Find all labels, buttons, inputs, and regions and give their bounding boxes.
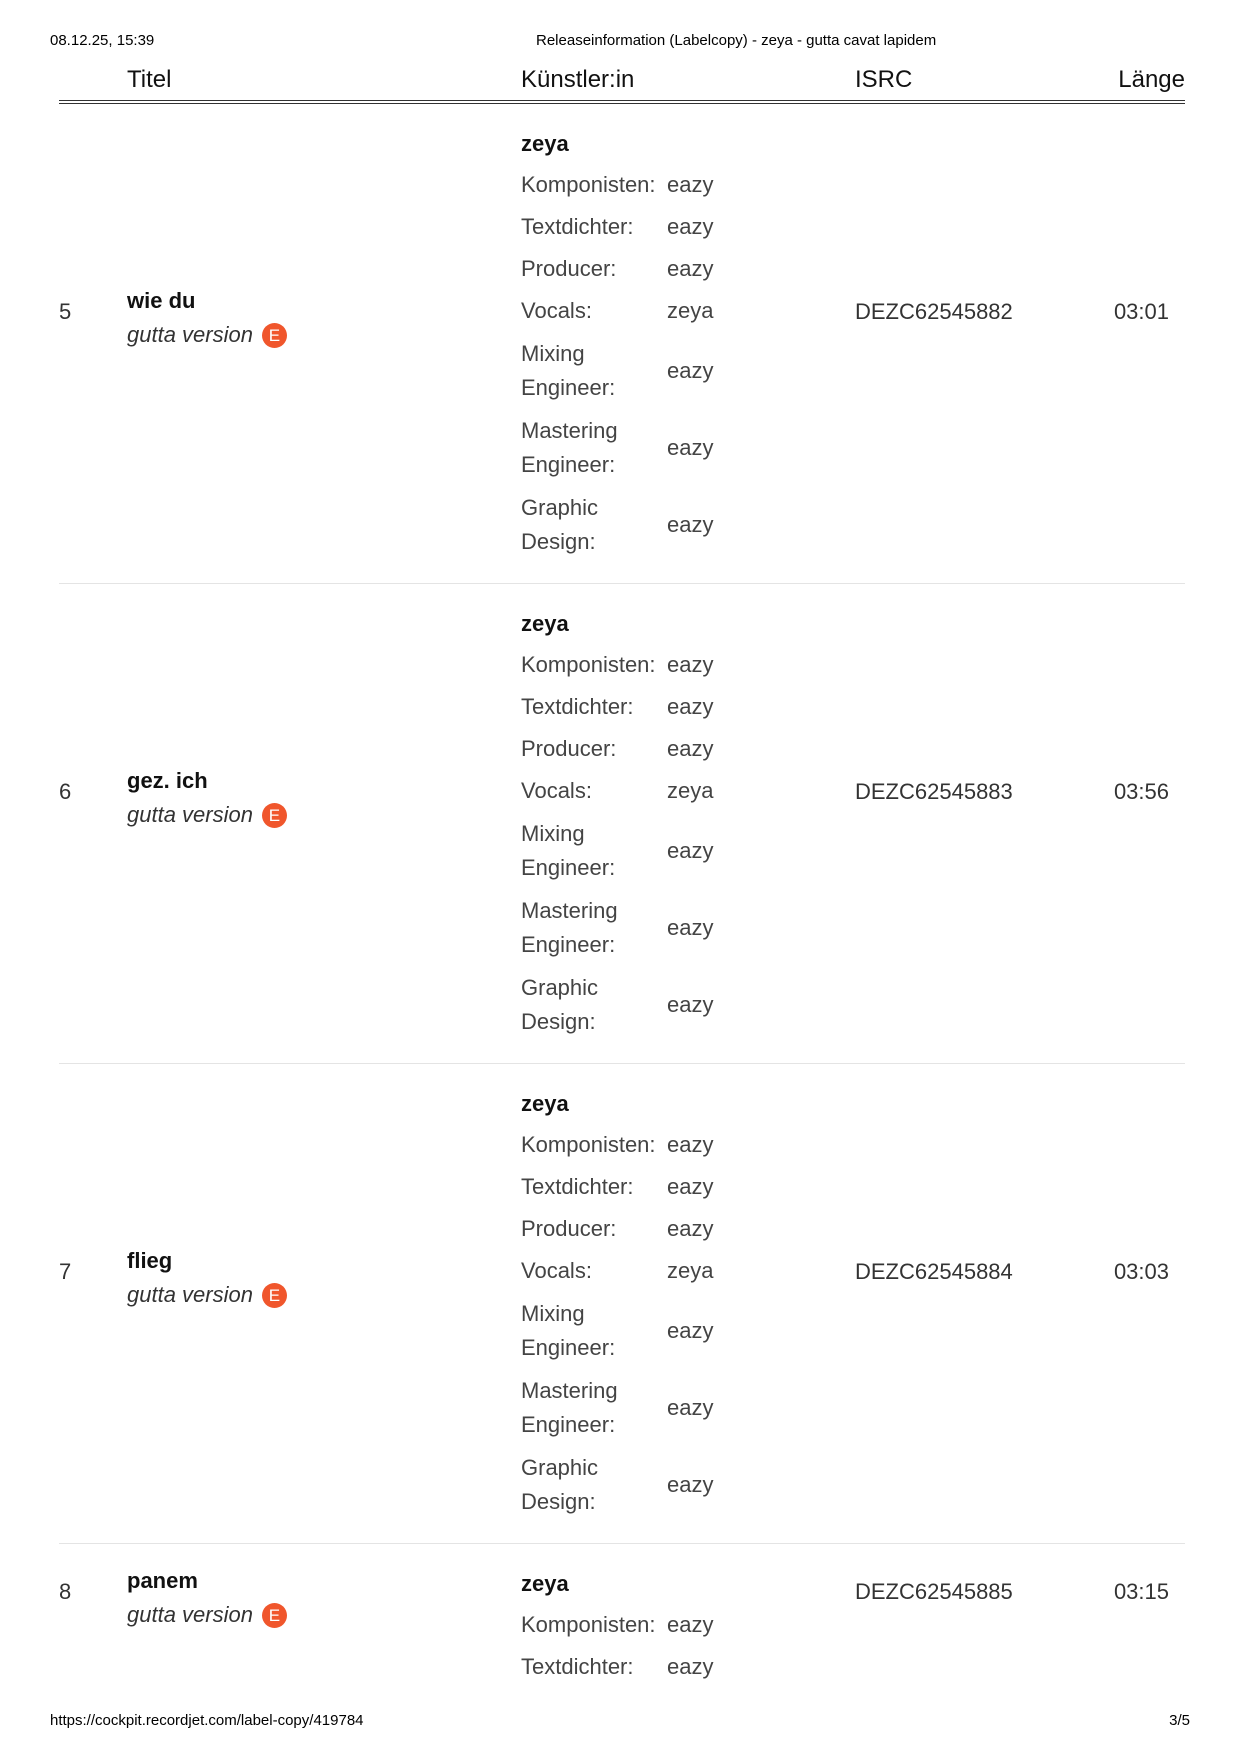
- track-isrc: DEZC62545883: [855, 779, 1013, 804]
- track-length: 03:01: [1113, 299, 1169, 324]
- track-title-block: [127, 1564, 287, 1632]
- table-row: [59, 1544, 1185, 1724]
- track-version: [127, 798, 287, 832]
- track-title: wie du: [127, 288, 196, 313]
- credit-role: Komponisten:: [521, 1132, 656, 1157]
- credit-row: [521, 770, 761, 812]
- credit-person: eazy: [667, 1216, 714, 1241]
- credit-row: [521, 644, 761, 686]
- credit-person: eazy: [667, 694, 714, 719]
- credit-person: eazy: [667, 1471, 714, 1497]
- track-length: 03:15: [1113, 1579, 1169, 1604]
- credit-row: [521, 164, 761, 206]
- credit-person: eazy: [667, 214, 714, 239]
- explicit-e-icon: E: [262, 803, 287, 828]
- track-isrc: DEZC62545882: [855, 299, 1013, 324]
- credit-role: Producer:: [521, 1216, 617, 1241]
- credit-row: [521, 248, 761, 290]
- table-body: [59, 104, 1185, 1724]
- table-row: [59, 1064, 1185, 1544]
- print-footer: [50, 1712, 1190, 1734]
- track-isrc: DEZC62545884: [855, 1259, 1013, 1284]
- credit-role: Producer:: [521, 736, 617, 761]
- credit-person: eazy: [667, 991, 714, 1017]
- credit-person: eazy: [667, 357, 714, 383]
- credit-person: eazy: [667, 914, 714, 940]
- track-version-label: gutta version: [127, 802, 253, 827]
- credit-row: [521, 332, 761, 409]
- print-date: 08.12.25, 15:39: [50, 32, 155, 49]
- credit-row: [521, 1208, 761, 1250]
- credit-row: [521, 409, 761, 486]
- credit-row: [521, 1124, 761, 1166]
- credit-person: eazy: [667, 1132, 714, 1157]
- column-header-isrc[interactable]: ISRC: [855, 66, 913, 93]
- table-row: [59, 584, 1185, 1064]
- credit-person: eazy: [667, 1394, 714, 1420]
- credit-role: Producer:: [521, 256, 617, 281]
- track-version: [127, 318, 287, 352]
- credit-row: [521, 1446, 761, 1523]
- credit-row: [521, 1292, 761, 1369]
- credit-person: eazy: [667, 1612, 714, 1637]
- track-title-block: [127, 1244, 287, 1312]
- table-row: [59, 104, 1185, 584]
- credit-role: Graphic Design:: [521, 1454, 599, 1514]
- track-number: 8: [59, 1579, 72, 1604]
- credit-row: [521, 686, 761, 728]
- credit-role: Mixing Engineer:: [521, 1300, 616, 1360]
- credit-row: [521, 206, 761, 248]
- credit-person: eazy: [667, 256, 714, 281]
- track-version-label: gutta version: [127, 1282, 253, 1307]
- track-number: 7: [59, 1259, 72, 1284]
- credit-row: [521, 1604, 761, 1646]
- track-number: 6: [59, 779, 72, 804]
- credit-role: Vocals:: [521, 1258, 592, 1283]
- column-header-title[interactable]: Titel: [127, 66, 172, 93]
- credit-person: zeya: [667, 778, 714, 803]
- credit-row: [521, 728, 761, 770]
- artist-name: zeya: [521, 611, 569, 636]
- page-number: 3/5: [1169, 1712, 1190, 1729]
- labelcopy-track-table: [59, 62, 1185, 1724]
- track-version: [127, 1278, 287, 1312]
- artist-name: zeya: [521, 1571, 569, 1596]
- credit-row: [521, 889, 761, 966]
- credit-person: zeya: [667, 1258, 714, 1283]
- credit-role: Textdichter:: [521, 1654, 634, 1679]
- credit-role: Textdichter:: [521, 214, 634, 239]
- credit-role: Mastering Engineer:: [521, 897, 618, 957]
- credit-person: eazy: [667, 837, 714, 863]
- credit-row: [521, 812, 761, 889]
- artist-name: zeya: [521, 1091, 569, 1116]
- column-header-length[interactable]: Länge: [1118, 66, 1185, 93]
- credit-person: eazy: [667, 434, 714, 460]
- credit-person: eazy: [667, 736, 714, 761]
- credit-row: [521, 966, 761, 1043]
- credit-person: eazy: [667, 172, 714, 197]
- credit-person: eazy: [667, 652, 714, 677]
- print-header: [50, 32, 1190, 54]
- credit-person: eazy: [667, 1317, 714, 1343]
- credit-role: Mixing Engineer:: [521, 820, 616, 880]
- artist-name: zeya: [521, 131, 569, 156]
- credit-role: Textdichter:: [521, 694, 634, 719]
- credit-role: Vocals:: [521, 298, 592, 323]
- credit-role: Mastering Engineer:: [521, 1377, 618, 1437]
- track-title: flieg: [127, 1248, 173, 1273]
- artist-credits: [521, 1564, 761, 1688]
- track-title: panem: [127, 1568, 198, 1593]
- track-version: [127, 1598, 287, 1632]
- track-title: gez. ich: [127, 768, 208, 793]
- track-version-label: gutta version: [127, 1602, 253, 1627]
- artist-credits: [521, 604, 761, 1043]
- credit-person: eazy: [667, 1654, 714, 1679]
- track-isrc: DEZC62545885: [855, 1579, 1013, 1604]
- credit-row: [521, 1166, 761, 1208]
- column-header-artist[interactable]: Künstler:in: [521, 66, 635, 93]
- track-number: 5: [59, 299, 72, 324]
- credit-person: zeya: [667, 298, 714, 323]
- track-title-block: [127, 284, 287, 352]
- explicit-e-icon: E: [262, 1603, 287, 1628]
- credit-role: Komponisten:: [521, 1612, 656, 1637]
- credit-person: eazy: [667, 1174, 714, 1199]
- table-header: [59, 62, 1185, 104]
- credit-role: Vocals:: [521, 778, 592, 803]
- credit-role: Komponisten:: [521, 172, 656, 197]
- credit-role: Graphic Design:: [521, 494, 599, 554]
- artist-credits: [521, 1084, 761, 1523]
- explicit-e-icon: E: [262, 1283, 287, 1308]
- credit-row: [521, 290, 761, 332]
- credit-row: [521, 1250, 761, 1292]
- track-length: 03:56: [1113, 779, 1169, 804]
- print-url: https://cockpit.recordjet.com/label-copy/419784: [50, 1712, 364, 1729]
- print-document-title: Releaseinformation (Labelcopy) - zeya - gutta cavat lapidem: [536, 32, 937, 49]
- credit-row: [521, 1369, 761, 1446]
- track-version-label: gutta version: [127, 322, 253, 347]
- track-length: 03:03: [1113, 1259, 1169, 1284]
- credit-row: [521, 1646, 761, 1688]
- credit-role: Mixing Engineer:: [521, 340, 616, 400]
- explicit-e-icon: E: [262, 323, 287, 348]
- credit-role: Textdichter:: [521, 1174, 634, 1199]
- track-title-block: [127, 764, 287, 832]
- credit-person: eazy: [667, 511, 714, 537]
- credit-role: Mastering Engineer:: [521, 417, 618, 477]
- artist-credits: [521, 124, 761, 563]
- credit-row: [521, 486, 761, 563]
- credit-role: Komponisten:: [521, 652, 656, 677]
- credit-role: Graphic Design:: [521, 974, 599, 1034]
